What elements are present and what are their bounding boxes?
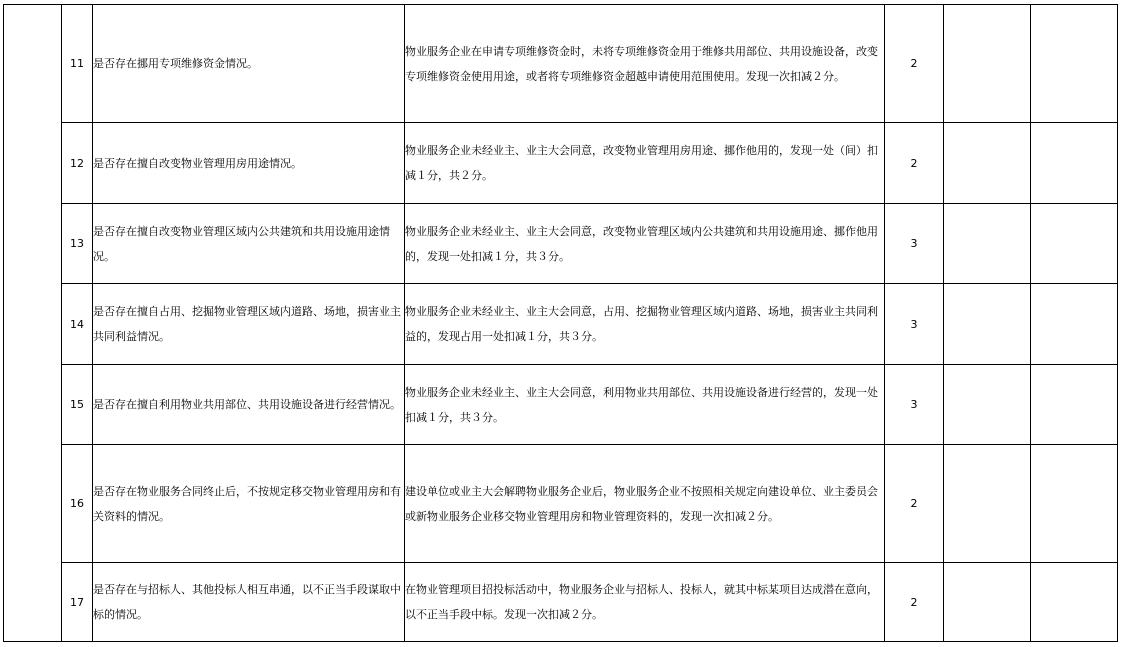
empty-cell	[944, 365, 1031, 445]
score-value: 3	[885, 284, 944, 365]
table-row	[4, 123, 1118, 204]
check-item-text: 是否存在擅自改变物业管理区域内公共建筑和共用设施用途情况。	[93, 224, 390, 263]
check-item	[93, 365, 405, 445]
row-number: 15	[62, 365, 93, 445]
scoring-standard-text: 建设单位或业主大会解聘物业服务企业后，物业服务企业不按照相关规定向建设单位、业主委员会或新物业服务企业移交物业管理用房和物业管理资料的，发现一次扣减２分。	[405, 484, 878, 523]
scoring-standard	[405, 204, 885, 284]
score-value: 3	[885, 365, 944, 445]
empty-cell	[1031, 445, 1118, 563]
table-row	[4, 284, 1118, 365]
empty-cell	[944, 445, 1031, 563]
scoring-standard	[405, 284, 885, 365]
scoring-standard-text: 物业服务企业未经业主、业主大会同意，改变物业管理区域内公共建筑和共用设施用途、挪作他用的，发现一处扣减１分，共３分。	[405, 224, 878, 263]
row-number: 12	[62, 123, 93, 204]
table-row	[4, 204, 1118, 284]
table-row	[4, 365, 1118, 445]
empty-cell	[1031, 123, 1118, 204]
score-value: 2	[885, 123, 944, 204]
row-number: 14	[62, 284, 93, 365]
row-number: 11	[62, 5, 93, 123]
empty-cell	[944, 204, 1031, 284]
empty-cell	[944, 284, 1031, 365]
check-item-text: 是否存在擅自利用物业共用部位、共用设施设备进行经营情况。	[93, 398, 401, 411]
check-item-text: 是否存在擅自改变物业管理用房用途情况。	[93, 156, 302, 170]
check-item-text: 是否存在与招标人、其他投标人相互串通，以不正当手段谋取中标的情况。	[93, 583, 401, 621]
section-cell	[4, 5, 62, 642]
check-item	[93, 123, 405, 204]
table-row	[4, 5, 1118, 123]
scoring-standard	[405, 5, 885, 123]
empty-cell	[1031, 5, 1118, 123]
scoring-standard-text: 物业服务企业未经业主、业主大会同意，改变物业管理用房用途、挪作他用的，发现一处（间）扣减１分，共２分。	[405, 144, 878, 182]
scoring-standard-text: 物业服务企业在申请专项维修资金时，未将专项维修资金用于维修共用部位、共用设施设备，改变专项维修资金使用用途，或者将专项维修资金超越申请使用范围使用。发现一次扣减２分。	[405, 44, 878, 83]
scoring-standard-text: 物业服务企业未经业主、业主大会同意，利用物业共用部位、共用设施设备进行经营的，发现一处扣减１分，共３分。	[405, 385, 878, 424]
empty-cell	[1031, 365, 1118, 445]
scoring-standard	[405, 365, 885, 445]
empty-cell	[1031, 563, 1118, 642]
row-number: 17	[62, 563, 93, 642]
score-value: 2	[885, 445, 944, 563]
check-item	[93, 445, 405, 563]
scoring-standard-text: 物业服务企业未经业主、业主大会同意，占用、挖掘物业管理区域内道路、场地，损害业主共同利益的，发现占用一处扣减１分，共３分。	[405, 305, 878, 343]
empty-cell	[944, 563, 1031, 642]
scoring-standard-text: 在物业管理项目招投标活动中，物业服务企业与招标人、投标人，就其中标某项目达成潜在意向，以不正当手段中标。发现一次扣减２分。	[405, 583, 878, 621]
row-number: 16	[62, 445, 93, 563]
empty-cell	[1031, 204, 1118, 284]
scoring-standard	[405, 563, 885, 642]
table-row	[4, 445, 1118, 563]
check-item	[93, 5, 405, 123]
empty-cell	[1031, 284, 1118, 365]
row-number: 13	[62, 204, 93, 284]
empty-cell	[944, 5, 1031, 123]
scoring-standard	[405, 123, 885, 204]
table-row	[4, 563, 1118, 642]
check-item	[93, 284, 405, 365]
check-item-text: 是否存在物业服务合同终止后，不按规定移交物业管理用房和有关资料的情况。	[93, 484, 401, 523]
assessment-table	[3, 4, 1118, 642]
check-item-text: 是否存在擅自占用、挖掘物业管理区域内道路、场地，损害业主共同利益情况。	[93, 305, 401, 343]
score-value: 2	[885, 563, 944, 642]
check-item	[93, 563, 405, 642]
score-value: 2	[885, 5, 944, 123]
check-item	[93, 204, 405, 284]
empty-cell	[944, 123, 1031, 204]
scoring-standard	[405, 445, 885, 563]
check-item-text: 是否存在挪用专项维修资金情况。	[93, 57, 258, 70]
score-value: 3	[885, 204, 944, 284]
